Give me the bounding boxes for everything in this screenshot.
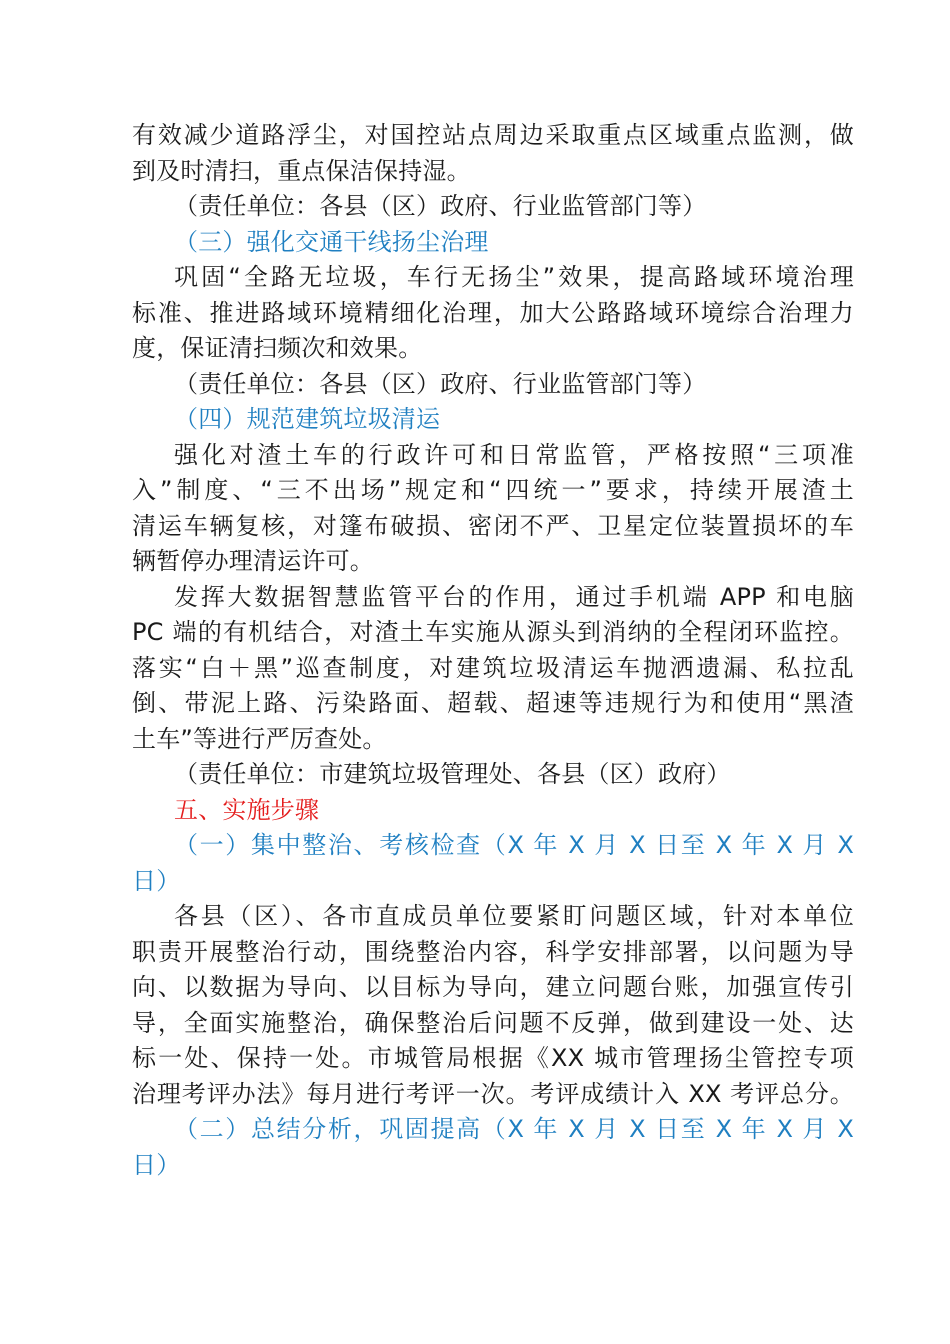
- section-heading: （一）集中整治、考核检查（X 年 X 月 X 日至 X 年 X 月 X: [174, 831, 854, 859]
- body-text-line: 有效减少道路浮尘，对国控站点周边采取重点区域重点监测，做: [132, 121, 854, 149]
- document-page: [132, 118, 854, 1183]
- body-text-line: （责任单位：各县（区）政府、行业监管部门等）: [174, 369, 707, 398]
- section-heading: 日）: [132, 1150, 181, 1179]
- section-heading: （二）总结分析，巩固提高（X 年 X 月 X 日至 X 年 X 月 X: [174, 1115, 854, 1143]
- body-text-line: （责任单位：市建筑垃圾管理处、各县（区）政府）: [174, 760, 731, 788]
- body-text-line: PC 端的有机结合，对渣土车实施从源头到消纳的全程闭环监控。: [132, 618, 854, 646]
- body-text-line: 土车”等进行严厉查处。: [132, 724, 387, 753]
- section-heading: （三）强化交通干线扬尘治理: [174, 227, 489, 256]
- body-text-line: 强化对渣土车的行政许可和日常监管，严格按照“三项准: [174, 440, 854, 469]
- body-text-line: 清运车辆复核，对篷布破损、密闭不严、卫星定位装置损坏的车: [132, 511, 854, 540]
- body-text-line: 职责开展整治行动，围绕整治内容，科学安排部署，以问题为导: [132, 937, 854, 966]
- body-text-line: 巩固“全路无垃圾，车行无扬尘”效果，提高路域环境治理: [174, 263, 854, 291]
- body-text-line: 向、以数据为导向、以目标为导向，建立问题台账，加强宣传引: [132, 973, 854, 1001]
- body-text-line: 标准、推进路域环境精细化治理，加大公路路域环境综合治理力: [132, 298, 854, 327]
- body-text-line: 落实“白＋黑”巡查制度，对建筑垃圾清运车抛洒遗漏、私拉乱: [132, 653, 854, 682]
- section-heading: 日）: [132, 866, 181, 895]
- body-text-line: 倒、带泥上路、污染路面、超载、超速等违规行为和使用“黑渣: [132, 689, 854, 717]
- chapter-heading: 五、实施步骤: [174, 795, 320, 824]
- body-text-line: 导，全面实施整治，确保整治后问题不反弹，做到建设一处、达: [132, 1008, 854, 1037]
- body-text-line: 治理考评办法》每月进行考评一次。考评成绩计入 XX 考评总分。: [132, 1079, 854, 1108]
- body-text-line: 度，保证清扫频次和效果。: [132, 334, 423, 362]
- body-text-line: 入”制度、“三不出场”规定和“四统一”要求，持续开展渣土: [132, 476, 854, 504]
- section-heading: （四）规范建筑垃圾清运: [174, 405, 441, 433]
- body-text-line: 发挥大数据智慧监管平台的作用，通过手机端 APP 和电脑: [174, 582, 854, 611]
- body-text-line: 标一处、保持一处。市城管局根据《XX 城市管理扬尘管控专项: [132, 1044, 854, 1072]
- body-text-line: 各县（区）、各市直成员单位要紧盯问题区域，针对本单位: [174, 902, 854, 930]
- body-text-line: 到及时清扫，重点保洁保持湿。: [132, 156, 471, 185]
- body-text-line: 辆暂停办理清运许可。: [132, 547, 374, 575]
- body-text-line: （责任单位：各县（区）政府、行业监管部门等）: [174, 192, 707, 220]
